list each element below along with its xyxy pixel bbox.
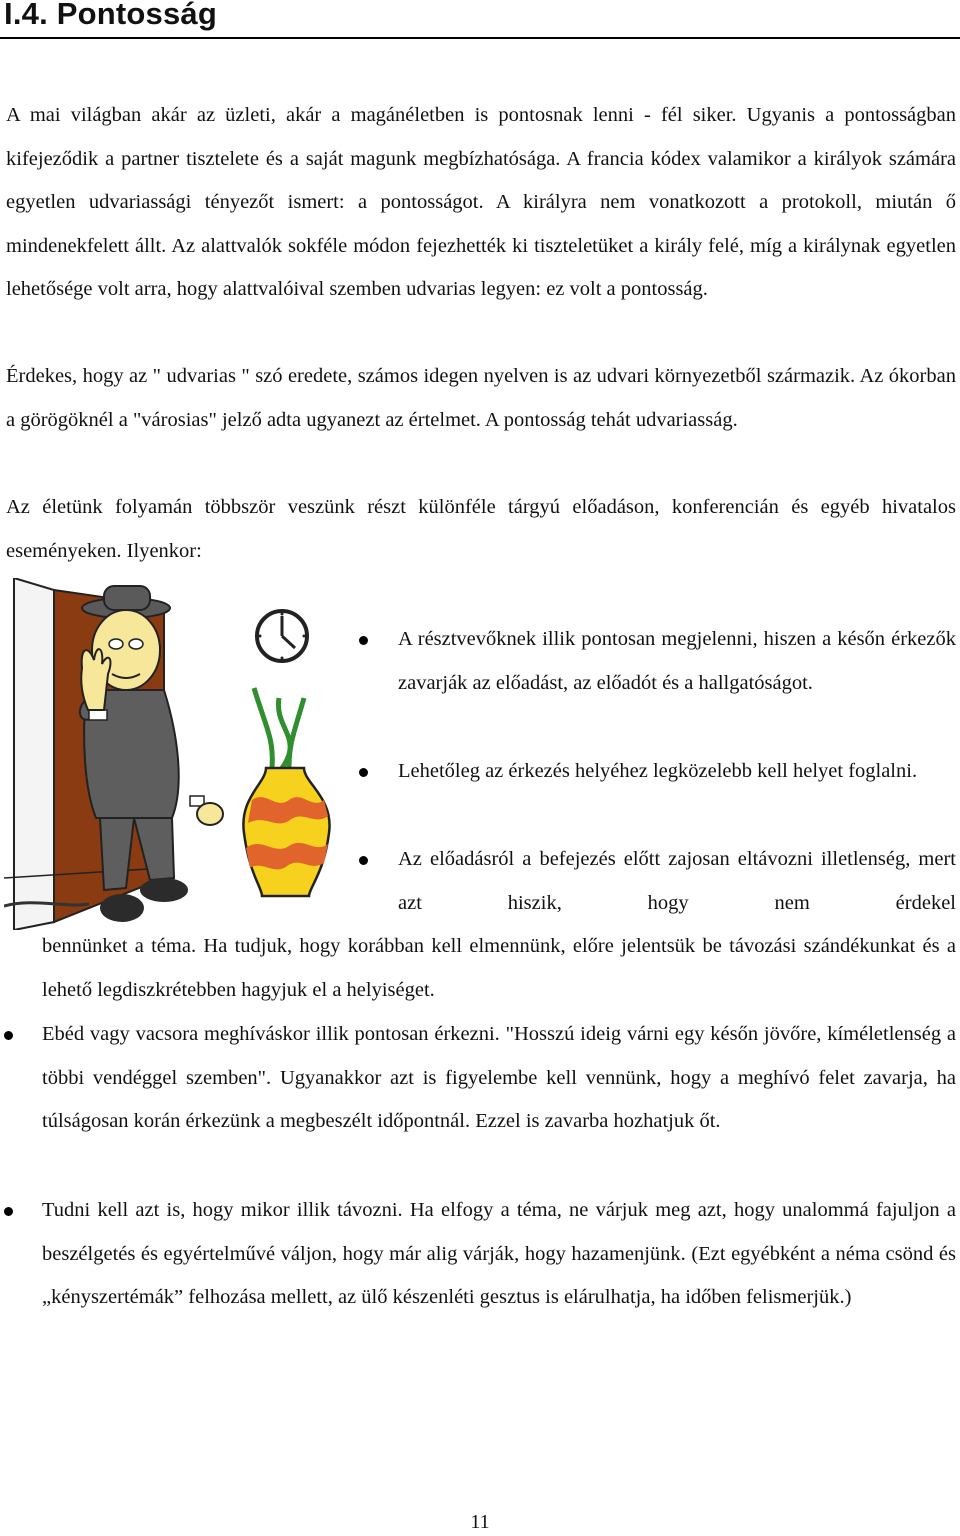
bullet-icon <box>359 768 368 777</box>
list-item-seating: Lehetőleg az érkezés helyéhez legközelebb kell helyet foglalni. <box>398 760 918 782</box>
list-item-leaving-part1: Az előadásról a befejezés előtt zajosan eltávozni illetlenség, mert azt hiszik, hogy nem érdekel <box>398 848 956 914</box>
bullet-icon <box>359 856 368 865</box>
bullet-icon <box>4 1031 13 1040</box>
list-item-leaving-part2: bennünket a téma. Ha tudjuk, hogy korábban kell elmennünk, előre jelentsük be távozási szándékunkat és a lehető legdiszkrétebben hagyjuk el a helyiséget. <box>42 935 956 1001</box>
list-item-arrive-on-time: A résztvevőknek illik pontosan megjelenni, hiszen a későn érkezők zavarják az előadást, az előadót és a hallgatóságot. <box>398 628 956 694</box>
cartoon-illustration <box>4 578 344 930</box>
page-number: 11 <box>470 1511 490 1533</box>
bullet-icon <box>4 1207 13 1216</box>
paragraph-events: Az életünk folyamán többször veszünk részt különféle tárgyú előadáson, konferencián és egyéb hivatalos eseményeken. Ilyenkor: <box>6 496 956 562</box>
paragraph-intro: A mai világban akár az üzleti, akár a magánéletben is pontosnak lenni - fél siker. Ugyanis a pontosságban kifejeződik a partner tisztelete és a saját magunk megbízhatósága. A francia kódex valamikor a királyok számára egyetlen udvariassági tényezőt ismert: a pontosságot. A királyra nem vonatkozott a protokoll, miután ő mindenekfelett állt. Az alattvalók sokféle módon fejezhették ki tiszteletüket a király felé, míg a királynak egyetlen lehetősége volt arra, hogy alattvalóival szemben udvarias legyen: ez volt a pontosság. <box>6 104 956 300</box>
vase-icon <box>243 688 329 896</box>
list-item-departure: Tudni kell azt is, hogy mikor illik távozni. Ha elfogy a téma, ne várjuk meg azt, hogy unalommá fajuljon a beszélgetés és egyértelművé váljon, hogy már alig várják, hogy hazamenjünk. (Ezt egyébként a néma csönd és „kényszertémák” felhozása mellett, az ülő készenléti gesztus is elárulhatja, ha időben felismerjük.) <box>42 1199 956 1308</box>
list-item-dinner: Ebéd vagy vacsora meghíváskor illik pontosan érkezni. "Hosszú ideig várni egy későn jövőre, kíméletlenség a többi vendéggel szemben". Ugyanakkor azt is figyelembe kell vennünk, hogy a meghívó felet zavarja, ha túlságosan korán érkezünk a megbeszélt időpontnál. Ezzel is zavarba hozhatjuk őt. <box>42 1023 956 1132</box>
paragraph-etymology: Érdekes, hogy az " udvarias " szó eredete, számos idegen nyelven is az udvari környezetből származik. Az ókorban a görögöknél a "városias" jelző adta ugyanezt az értelmet. A pontosság tehát udvariasság. <box>6 365 956 431</box>
section-heading: I.4. Pontosság <box>4 0 217 31</box>
clock-icon <box>257 611 307 661</box>
bullet-icon <box>359 636 368 645</box>
heading-underline <box>0 37 960 39</box>
